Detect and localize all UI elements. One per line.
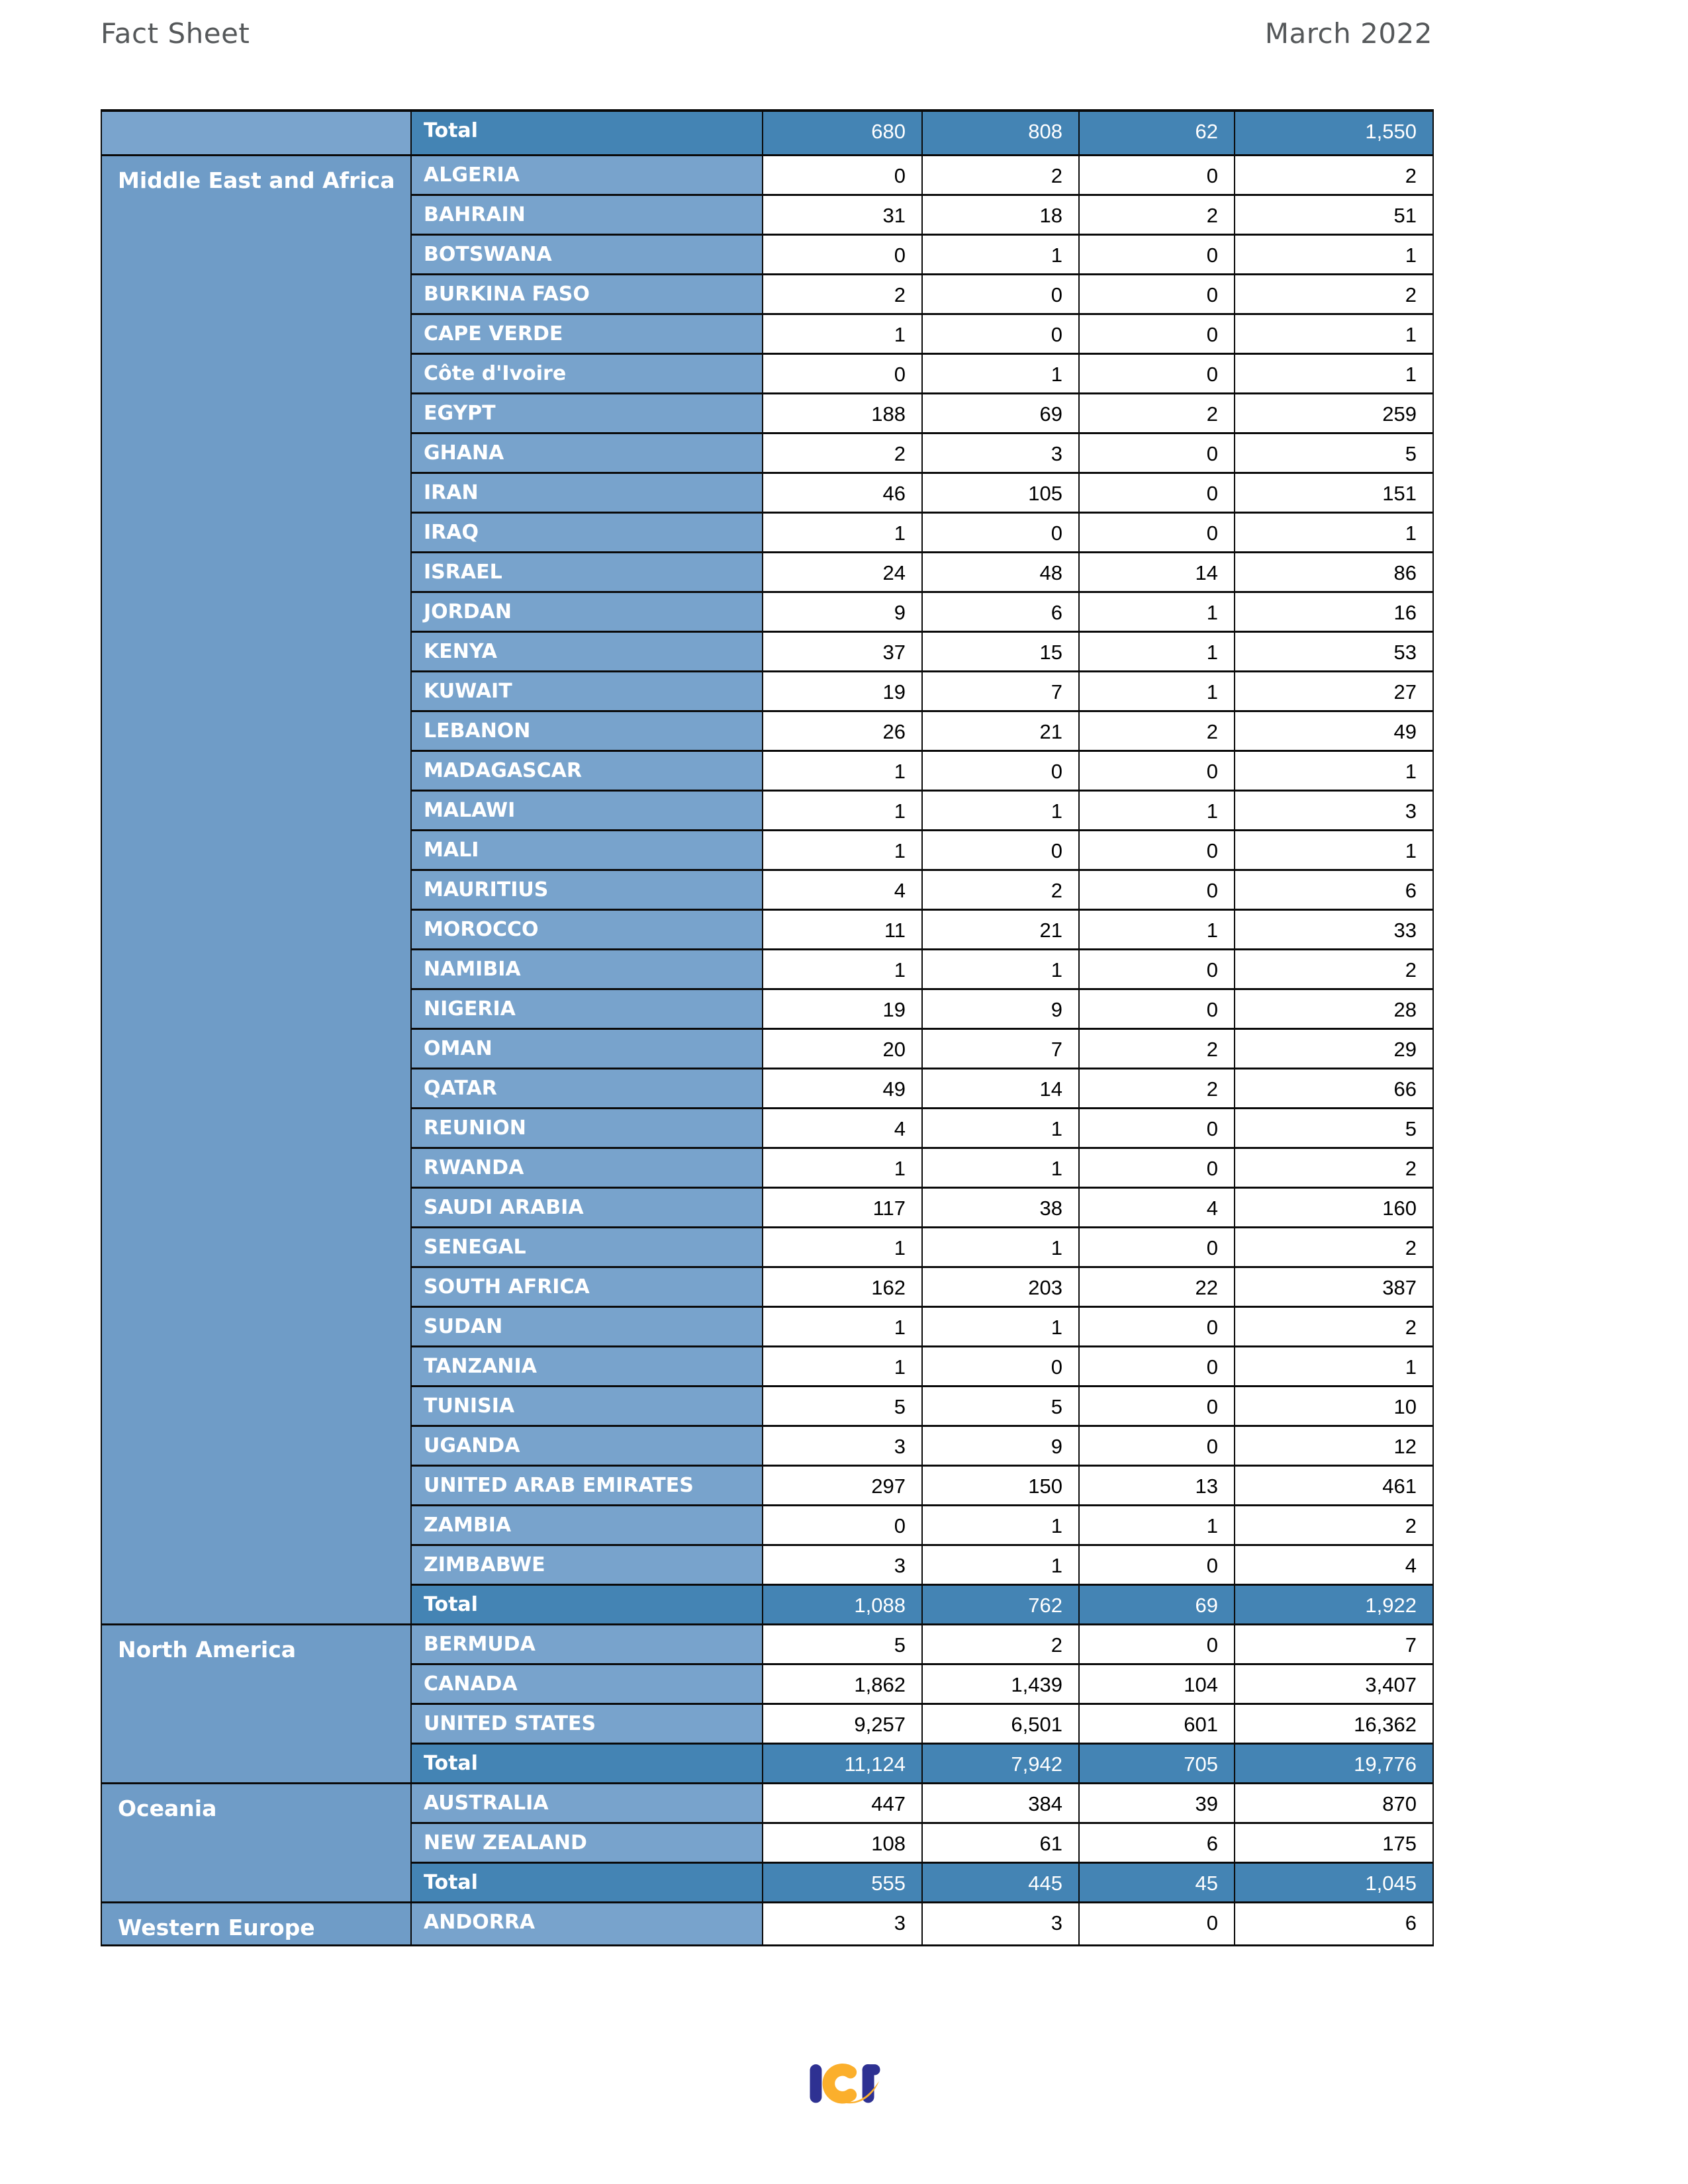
country-value-cell: 7 (922, 671, 1079, 711)
country-value-cell: 2 (1079, 393, 1235, 433)
country-value-cell: 1 (1079, 1505, 1235, 1545)
country-value-cell: 15 (922, 631, 1079, 671)
country-value-cell: 0 (922, 314, 1079, 353)
country-name-cell: SAUDI ARABIA (411, 1187, 763, 1227)
country-value-cell: 0 (922, 830, 1079, 870)
country-value-cell: 0 (763, 1505, 922, 1545)
country-value-cell: 1 (1079, 909, 1235, 949)
country-value-cell: 0 (1079, 1108, 1235, 1148)
document-header (101, 17, 1432, 50)
country-value-cell: 0 (1079, 234, 1235, 274)
country-value-cell: 0 (922, 751, 1079, 790)
country-name-cell: REUNION (411, 1108, 763, 1148)
country-name-cell: Côte d'Ivoire (411, 353, 763, 393)
country-value-cell: 0 (1079, 1227, 1235, 1267)
country-value-cell: 1 (1235, 751, 1433, 790)
country-value-cell: 0 (1079, 274, 1235, 314)
country-value-cell: 21 (922, 711, 1079, 751)
country-name-cell: CAPE VERDE (411, 314, 763, 353)
total-value-cell: 45 (1079, 1862, 1235, 1902)
country-name-cell: BURKINA FASO (411, 274, 763, 314)
country-value-cell: 69 (922, 393, 1079, 433)
country-value-cell: 19 (763, 989, 922, 1028)
country-value-cell: 0 (1079, 473, 1235, 512)
country-value-cell: 3,407 (1235, 1664, 1433, 1704)
country-value-cell: 297 (763, 1465, 922, 1505)
country-value-cell: 1 (922, 1505, 1079, 1545)
country-value-cell: 1 (763, 1148, 922, 1187)
country-value-cell: 0 (1079, 314, 1235, 353)
country-value-cell: 16 (1235, 592, 1433, 631)
country-value-cell: 1 (763, 949, 922, 989)
country-value-cell: 14 (1079, 552, 1235, 592)
country-value-cell: 175 (1235, 1823, 1433, 1862)
region-name-cell: Western Europe (101, 1902, 411, 1945)
country-value-cell: 6 (1079, 1823, 1235, 1862)
region-name-cell: North America (101, 1624, 411, 1783)
country-value-cell: 0 (1079, 433, 1235, 473)
country-value-cell: 1 (1079, 671, 1235, 711)
country-value-cell: 19 (763, 671, 922, 711)
country-value-cell: 0 (763, 234, 922, 274)
country-value-cell: 1 (1079, 631, 1235, 671)
country-name-cell: TANZANIA (411, 1346, 763, 1386)
country-value-cell: 29 (1235, 1028, 1433, 1068)
page-title: Fact Sheet (101, 17, 250, 50)
country-value-cell: 0 (1079, 830, 1235, 870)
country-value-cell: 0 (1079, 353, 1235, 393)
country-value-cell: 1 (763, 830, 922, 870)
country-name-cell: RWANDA (411, 1148, 763, 1187)
country-value-cell: 4 (763, 1108, 922, 1148)
country-value-cell: 3 (763, 1426, 922, 1465)
country-name-cell: GHANA (411, 433, 763, 473)
country-name-cell: BOTSWANA (411, 234, 763, 274)
country-value-cell: 39 (1079, 1783, 1235, 1823)
country-value-cell: 49 (763, 1068, 922, 1108)
region-country-table (101, 109, 1434, 1946)
country-row (101, 1902, 1433, 1945)
country-value-cell: 1 (763, 1306, 922, 1346)
country-name-cell: EGYPT (411, 393, 763, 433)
country-name-cell: NEW ZEALAND (411, 1823, 763, 1862)
country-value-cell: 2 (1235, 274, 1433, 314)
country-value-cell: 21 (922, 909, 1079, 949)
country-value-cell: 2 (763, 433, 922, 473)
country-value-cell: 5 (763, 1386, 922, 1426)
country-value-cell: 1 (763, 1346, 922, 1386)
country-name-cell: MALI (411, 830, 763, 870)
country-name-cell: NIGERIA (411, 989, 763, 1028)
country-value-cell: 12 (1235, 1426, 1433, 1465)
country-name-cell: SOUTH AFRICA (411, 1267, 763, 1306)
country-value-cell: 1 (763, 1227, 922, 1267)
country-value-cell: 51 (1235, 195, 1433, 234)
country-name-cell: QATAR (411, 1068, 763, 1108)
country-row (101, 1783, 1433, 1823)
country-value-cell: 4 (763, 870, 922, 909)
country-value-cell: 6,501 (922, 1704, 1079, 1743)
total-value-cell: 1,088 (763, 1584, 922, 1624)
country-value-cell: 61 (922, 1823, 1079, 1862)
country-name-cell: MAURITIUS (411, 870, 763, 909)
country-name-cell: UNITED STATES (411, 1704, 763, 1743)
country-value-cell: 0 (1079, 1148, 1235, 1187)
country-value-cell: 3 (1235, 790, 1433, 830)
country-name-cell: UNITED ARAB EMIRATES (411, 1465, 763, 1505)
country-value-cell: 203 (922, 1267, 1079, 1306)
country-value-cell: 1 (763, 314, 922, 353)
country-value-cell: 1 (922, 353, 1079, 393)
total-label-cell: Total (411, 111, 763, 155)
country-value-cell: 2 (1235, 155, 1433, 195)
total-value-cell: 1,550 (1235, 111, 1433, 155)
country-name-cell: MALAWI (411, 790, 763, 830)
country-value-cell: 4 (1079, 1187, 1235, 1227)
country-value-cell: 1 (1079, 592, 1235, 631)
country-name-cell: ZIMBABWE (411, 1545, 763, 1584)
country-value-cell: 5 (1235, 433, 1433, 473)
country-value-cell: 447 (763, 1783, 922, 1823)
country-value-cell: 0 (922, 512, 1079, 552)
country-value-cell: 1 (763, 790, 922, 830)
country-value-cell: 6 (1235, 1902, 1433, 1945)
country-value-cell: 5 (763, 1624, 922, 1664)
total-value-cell: 7,942 (922, 1743, 1079, 1783)
country-value-cell: 6 (922, 592, 1079, 631)
country-value-cell: 46 (763, 473, 922, 512)
country-value-cell: 2 (1235, 1505, 1433, 1545)
country-value-cell: 31 (763, 195, 922, 234)
country-value-cell: 150 (922, 1465, 1079, 1505)
total-value-cell: 1,045 (1235, 1862, 1433, 1902)
country-value-cell: 0 (1079, 155, 1235, 195)
country-name-cell: TUNISIA (411, 1386, 763, 1426)
country-value-cell: 0 (1079, 1426, 1235, 1465)
country-value-cell: 117 (763, 1187, 922, 1227)
country-value-cell: 5 (922, 1386, 1079, 1426)
total-value-cell: 555 (763, 1862, 922, 1902)
total-value-cell: 762 (922, 1584, 1079, 1624)
country-name-cell: NAMIBIA (411, 949, 763, 989)
country-value-cell: 1 (922, 1227, 1079, 1267)
country-value-cell: 6 (1235, 870, 1433, 909)
country-value-cell: 259 (1235, 393, 1433, 433)
country-value-cell: 1 (922, 1108, 1079, 1148)
country-value-cell: 2 (1079, 195, 1235, 234)
country-value-cell: 49 (1235, 711, 1433, 751)
total-value-cell: 808 (922, 111, 1079, 155)
country-value-cell: 22 (1079, 1267, 1235, 1306)
country-value-cell: 18 (922, 195, 1079, 234)
country-value-cell: 1,862 (763, 1664, 922, 1704)
country-value-cell: 13 (1079, 1465, 1235, 1505)
country-value-cell: 4 (1235, 1545, 1433, 1584)
fact-table-body (101, 111, 1433, 1945)
country-value-cell: 0 (1079, 1346, 1235, 1386)
country-value-cell: 1,439 (922, 1664, 1079, 1704)
country-value-cell: 0 (1079, 1902, 1235, 1945)
country-value-cell: 1 (922, 1545, 1079, 1584)
country-value-cell: 7 (922, 1028, 1079, 1068)
country-value-cell: 0 (763, 155, 922, 195)
country-value-cell: 27 (1235, 671, 1433, 711)
country-value-cell: 1 (1235, 1346, 1433, 1386)
country-value-cell: 162 (763, 1267, 922, 1306)
country-value-cell: 24 (763, 552, 922, 592)
country-value-cell: 0 (1079, 1545, 1235, 1584)
country-value-cell: 0 (763, 353, 922, 393)
country-value-cell: 2 (1235, 949, 1433, 989)
country-name-cell: LEBANON (411, 711, 763, 751)
country-value-cell: 48 (922, 552, 1079, 592)
country-value-cell: 1 (763, 751, 922, 790)
country-value-cell: 0 (1079, 512, 1235, 552)
country-value-cell: 1 (1235, 234, 1433, 274)
country-value-cell: 2 (1079, 711, 1235, 751)
country-value-cell: 3 (922, 433, 1079, 473)
country-value-cell: 1 (1079, 790, 1235, 830)
country-value-cell: 2 (763, 274, 922, 314)
country-value-cell: 2 (922, 1624, 1079, 1664)
country-value-cell: 9 (922, 989, 1079, 1028)
total-value-cell: 69 (1079, 1584, 1235, 1624)
country-name-cell: BERMUDA (411, 1624, 763, 1664)
country-value-cell: 0 (1079, 751, 1235, 790)
country-value-cell: 5 (1235, 1108, 1433, 1148)
country-value-cell: 2 (922, 155, 1079, 195)
country-name-cell: ANDORRA (411, 1902, 763, 1945)
country-value-cell: 160 (1235, 1187, 1433, 1227)
country-value-cell: 9,257 (763, 1704, 922, 1743)
icf-logo (807, 2057, 881, 2115)
country-name-cell: KUWAIT (411, 671, 763, 711)
total-value-cell: 445 (922, 1862, 1079, 1902)
country-name-cell: AUSTRALIA (411, 1783, 763, 1823)
country-value-cell: 2 (1235, 1306, 1433, 1346)
country-value-cell: 2 (1235, 1227, 1433, 1267)
country-value-cell: 1 (922, 1148, 1079, 1187)
country-name-cell: KENYA (411, 631, 763, 671)
country-value-cell: 1 (1235, 512, 1433, 552)
country-value-cell: 0 (1079, 870, 1235, 909)
country-value-cell: 33 (1235, 909, 1433, 949)
country-name-cell: JORDAN (411, 592, 763, 631)
country-value-cell: 601 (1079, 1704, 1235, 1743)
country-name-cell: IRAN (411, 473, 763, 512)
country-value-cell: 1 (922, 234, 1079, 274)
country-row (101, 1624, 1433, 1664)
country-value-cell: 105 (922, 473, 1079, 512)
country-value-cell: 7 (1235, 1624, 1433, 1664)
country-value-cell: 9 (763, 592, 922, 631)
country-name-cell: ALGERIA (411, 155, 763, 195)
country-value-cell: 53 (1235, 631, 1433, 671)
region-name-cell: Oceania (101, 1783, 411, 1902)
country-value-cell: 16,362 (1235, 1704, 1433, 1743)
country-value-cell: 870 (1235, 1783, 1433, 1823)
country-name-cell: BAHRAIN (411, 195, 763, 234)
country-name-cell: OMAN (411, 1028, 763, 1068)
country-value-cell: 10 (1235, 1386, 1433, 1426)
country-value-cell: 66 (1235, 1068, 1433, 1108)
country-value-cell: 1 (1235, 830, 1433, 870)
country-value-cell: 1 (922, 949, 1079, 989)
country-value-cell: 0 (922, 274, 1079, 314)
total-label-cell: Total (411, 1862, 763, 1902)
country-name-cell: SENEGAL (411, 1227, 763, 1267)
country-value-cell: 37 (763, 631, 922, 671)
country-value-cell: 1 (1235, 314, 1433, 353)
total-value-cell: 62 (1079, 111, 1235, 155)
total-value-cell: 19,776 (1235, 1743, 1433, 1783)
country-name-cell: CANADA (411, 1664, 763, 1704)
country-value-cell: 0 (1079, 1386, 1235, 1426)
country-value-cell: 14 (922, 1068, 1079, 1108)
total-label-cell: Total (411, 1743, 763, 1783)
country-name-cell: ISRAEL (411, 552, 763, 592)
country-value-cell: 461 (1235, 1465, 1433, 1505)
country-value-cell: 1 (922, 790, 1079, 830)
total-value-cell: 705 (1079, 1743, 1235, 1783)
country-value-cell: 0 (1079, 989, 1235, 1028)
country-value-cell: 3 (763, 1902, 922, 1945)
country-value-cell: 0 (1079, 1306, 1235, 1346)
country-name-cell: SUDAN (411, 1306, 763, 1346)
page-date: March 2022 (1264, 17, 1432, 50)
country-name-cell: MADAGASCAR (411, 751, 763, 790)
country-value-cell: 9 (922, 1426, 1079, 1465)
region-name-cell: Middle East and Africa (101, 155, 411, 1624)
country-value-cell: 384 (922, 1783, 1079, 1823)
country-value-cell: 11 (763, 909, 922, 949)
country-value-cell: 1 (1235, 353, 1433, 393)
country-value-cell: 1 (763, 512, 922, 552)
country-value-cell: 3 (763, 1545, 922, 1584)
country-value-cell: 86 (1235, 552, 1433, 592)
country-name-cell: UGANDA (411, 1426, 763, 1465)
country-value-cell: 26 (763, 711, 922, 751)
total-value-cell: 11,124 (763, 1743, 922, 1783)
total-label-cell: Total (411, 1584, 763, 1624)
country-value-cell: 0 (1079, 949, 1235, 989)
country-value-cell: 28 (1235, 989, 1433, 1028)
country-value-cell: 3 (922, 1902, 1079, 1945)
country-value-cell: 2 (922, 870, 1079, 909)
country-value-cell: 1 (922, 1306, 1079, 1346)
country-name-cell: ZAMBIA (411, 1505, 763, 1545)
total-value-cell: 680 (763, 111, 922, 155)
country-value-cell: 20 (763, 1028, 922, 1068)
region-header-cell (101, 111, 411, 155)
country-value-cell: 38 (922, 1187, 1079, 1227)
country-value-cell: 387 (1235, 1267, 1433, 1306)
country-name-cell: IRAQ (411, 512, 763, 552)
country-value-cell: 2 (1079, 1068, 1235, 1108)
country-name-cell: MOROCCO (411, 909, 763, 949)
country-value-cell: 2 (1235, 1148, 1433, 1187)
country-value-cell: 151 (1235, 473, 1433, 512)
country-row (101, 155, 1433, 195)
carryover-total-row (101, 111, 1433, 155)
country-value-cell: 188 (763, 393, 922, 433)
country-value-cell: 0 (1079, 1624, 1235, 1664)
country-value-cell: 104 (1079, 1664, 1235, 1704)
icf-logo-graphic (807, 2057, 881, 2111)
total-value-cell: 1,922 (1235, 1584, 1433, 1624)
country-value-cell: 108 (763, 1823, 922, 1862)
country-value-cell: 0 (922, 1346, 1079, 1386)
country-value-cell: 2 (1079, 1028, 1235, 1068)
